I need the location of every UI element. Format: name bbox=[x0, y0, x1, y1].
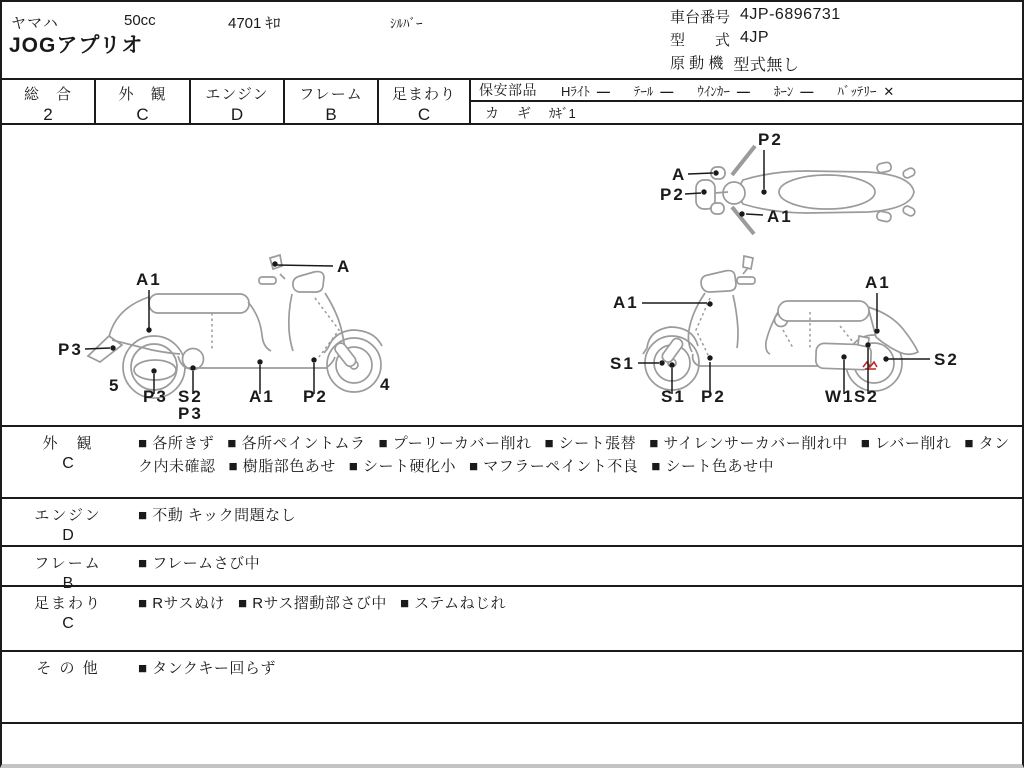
engine-code-label: 原 動 機 bbox=[670, 55, 724, 72]
diagram-label: P3 bbox=[143, 387, 168, 406]
model-code-label: 型 式 bbox=[670, 32, 731, 49]
model-code-row bbox=[670, 29, 769, 50]
defect-item: ■ プーリーカバー削れ bbox=[378, 435, 532, 452]
chassis-number-value: 4JP-6896731 bbox=[740, 6, 841, 23]
maker-name: ヤマハ bbox=[11, 15, 59, 32]
section-frame bbox=[2, 545, 1022, 592]
defect-item: ■ フレームさび中 bbox=[138, 555, 261, 572]
diagram-label: S1 bbox=[661, 387, 686, 406]
handlebar-cover bbox=[293, 272, 324, 293]
diagram-label: A1 bbox=[865, 273, 891, 292]
section-appearance-grade: C bbox=[62, 455, 74, 472]
seat bbox=[778, 301, 869, 321]
model-name: JOGアプリオ bbox=[9, 34, 144, 57]
defect-item: ■ 各所きず bbox=[138, 435, 215, 452]
grade-overall bbox=[2, 80, 96, 123]
safety-parts-row bbox=[471, 80, 1022, 102]
key-value: ｶｷﾞ1 bbox=[549, 106, 576, 121]
section-other bbox=[2, 650, 1022, 722]
grade-row bbox=[2, 78, 1022, 125]
diagram-label: S1 bbox=[610, 354, 635, 373]
grade-undercarriage-label: 足まわり bbox=[391, 86, 456, 103]
safety-parts-label: 保安部品 bbox=[479, 82, 537, 98]
scooter-left-view-diagram bbox=[52, 250, 442, 420]
diagram-label: A1 bbox=[136, 270, 162, 289]
engine-code-value: 型式無し bbox=[733, 57, 800, 74]
safety-taillight: ﾃｰﾙ ― bbox=[633, 83, 674, 99]
scooter-top-outline bbox=[696, 146, 916, 234]
scooter-top-view-diagram bbox=[622, 125, 1017, 245]
grade-overall-label: 総 合 bbox=[23, 86, 72, 103]
diagram-label: S2 bbox=[178, 387, 203, 406]
section-appearance-label: 外 観 C bbox=[2, 427, 134, 497]
mileage: 4701 ｷﾛ bbox=[228, 15, 281, 32]
defect-item: ■ 不動 キック問題なし bbox=[138, 507, 297, 524]
grade-appearance-value: C bbox=[136, 105, 149, 124]
diagram-label: P2 bbox=[303, 387, 328, 406]
chassis-number-label: 車台番号 bbox=[670, 9, 731, 26]
section-engine bbox=[2, 497, 1022, 545]
scooter-left-outline bbox=[88, 255, 382, 398]
grade-frame bbox=[285, 80, 379, 123]
section-engine-items bbox=[134, 499, 1022, 545]
displacement: 50cc bbox=[124, 12, 156, 29]
diagram-label: 4 bbox=[380, 375, 392, 394]
defect-item: ■ Rサス摺動部さび中 bbox=[237, 595, 387, 612]
defect-item: ■ シート張替 bbox=[544, 435, 637, 452]
diagram-label: S2 bbox=[854, 387, 879, 406]
safety-battery: ﾊﾞｯﾃﾘｰ ✕ bbox=[837, 83, 895, 99]
diagram-label: A1 bbox=[767, 207, 793, 226]
diagram-label: A bbox=[672, 165, 687, 184]
diagram-label: P3 bbox=[58, 340, 83, 359]
diagram-label: A1 bbox=[613, 293, 639, 312]
diagram-label: P2 bbox=[701, 387, 726, 406]
section-undercarriage bbox=[2, 585, 1022, 650]
section-appearance bbox=[2, 425, 1022, 497]
defect-item: ■ Rサスぬけ bbox=[138, 595, 225, 612]
key-row bbox=[471, 102, 1022, 123]
section-frame-label: フレーム B bbox=[2, 547, 134, 585]
defect-item: ■ タンクキー回らず bbox=[138, 660, 276, 677]
diagram-label: P3 bbox=[178, 404, 203, 420]
grade-engine bbox=[191, 80, 285, 123]
section-frame-items bbox=[134, 547, 1022, 585]
section-other-label: そ の 他 bbox=[36, 660, 100, 677]
safety-headlight: Hﾗｲﾄ ― bbox=[561, 83, 610, 99]
diagram-label: P2 bbox=[758, 130, 783, 149]
header bbox=[2, 2, 1022, 78]
handlebar-cover bbox=[701, 271, 736, 292]
section-engine-label: エンジン D bbox=[2, 499, 134, 545]
defect-item: ■ タンク内未確認 bbox=[138, 435, 1010, 475]
grade-overall-value: 2 bbox=[43, 105, 53, 124]
defect-item: ■ 各所ペイントムラ bbox=[227, 435, 366, 452]
defect-item: ■ 樹脂部色あせ bbox=[228, 458, 336, 475]
defect-item: ■ ステムねじれ bbox=[399, 595, 507, 612]
engine-code-row bbox=[670, 52, 799, 75]
grade-appearance-label: 外 観 bbox=[118, 86, 167, 103]
safety-winker: ｳｲﾝｶｰ ― bbox=[697, 83, 750, 99]
defect-item: ■ サイレンサーカバー削れ中 bbox=[649, 435, 848, 452]
seat bbox=[149, 294, 249, 313]
diagram-label: W1 bbox=[825, 387, 855, 406]
section-appearance-items bbox=[134, 427, 1022, 497]
grade-engine-label: エンジン bbox=[205, 86, 269, 103]
scooter-right-view-diagram bbox=[597, 250, 1017, 420]
section-frame-grade: B bbox=[62, 575, 74, 592]
grade-undercarriage-value: C bbox=[417, 105, 431, 124]
body-color: ｼﾙﾊﾞｰ bbox=[390, 16, 423, 31]
diagram-label: 5 bbox=[109, 376, 121, 395]
section-undercarriage-label: 足まわり C bbox=[2, 587, 134, 650]
section-undercarriage-grade: C bbox=[62, 615, 74, 632]
mirror bbox=[743, 256, 753, 269]
section-undercarriage-items bbox=[134, 587, 1022, 650]
grade-engine-value: D bbox=[230, 105, 244, 124]
grade-frame-label: フレーム bbox=[299, 86, 363, 103]
key-label: カ ギ bbox=[485, 104, 533, 121]
defect-item: ■ レバー削れ bbox=[860, 435, 952, 452]
section-other-items bbox=[134, 652, 1022, 722]
diagram-label: P2 bbox=[660, 185, 685, 204]
safety-parts-cell bbox=[471, 80, 1022, 123]
diagram-label: S2 bbox=[934, 350, 959, 369]
defect-item: ■ マフラーペイント不良 bbox=[468, 458, 639, 475]
defect-item: ■ シート硬化小 bbox=[348, 458, 456, 475]
grade-frame-value: B bbox=[325, 105, 337, 124]
damage-diagram-area bbox=[2, 125, 1022, 425]
grade-appearance bbox=[96, 80, 191, 123]
defect-item: ■ シート色あせ中 bbox=[651, 458, 774, 475]
empty-footer-row bbox=[2, 722, 1022, 764]
safety-horn: ﾎｰﾝ ― bbox=[773, 83, 814, 99]
model-code-value: 4JP bbox=[740, 29, 770, 46]
diagram-label: A1 bbox=[249, 387, 275, 406]
grade-undercarriage bbox=[379, 80, 471, 123]
section-engine-grade: D bbox=[62, 527, 74, 544]
diagram-label: A bbox=[337, 257, 352, 276]
chassis-number-row bbox=[670, 6, 841, 27]
